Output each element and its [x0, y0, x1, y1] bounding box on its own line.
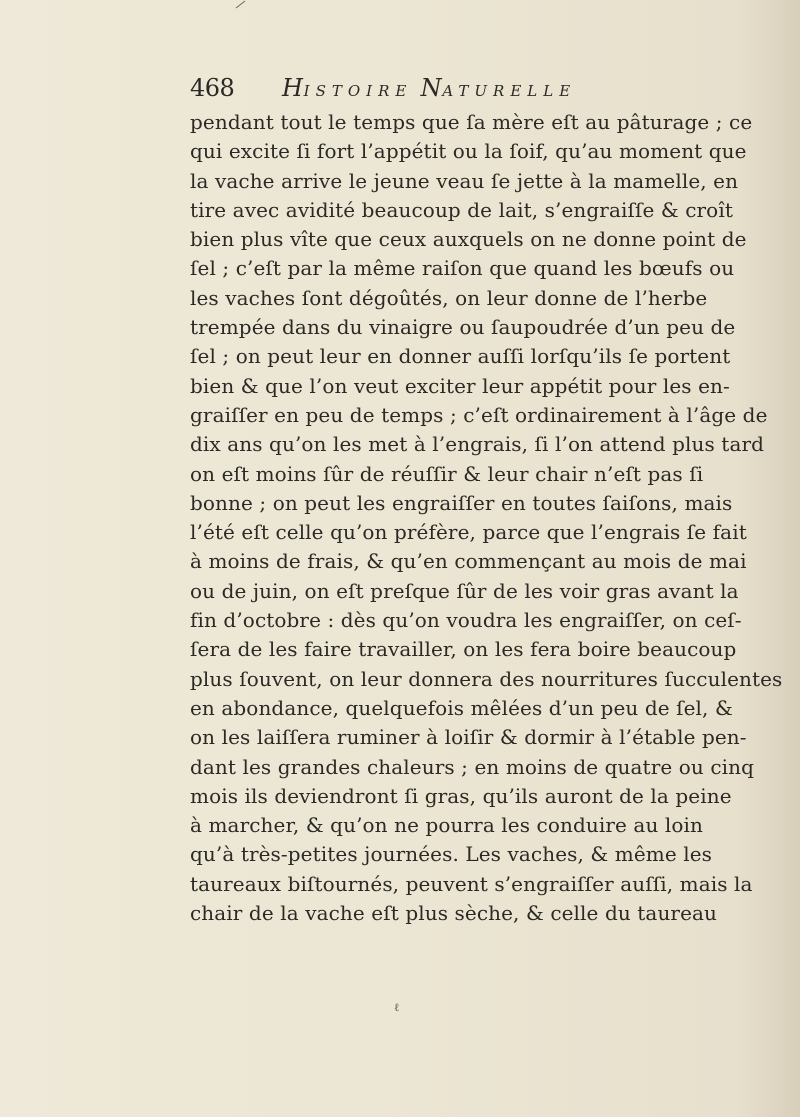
text-line: trempée dans du vinaigre ou ſaupoudrée d’un peu de: [190, 315, 736, 340]
ink-mark: [235, 0, 247, 10]
text-line: tire avec avidité beaucoup de lait, s’engraiſſe & croît: [190, 197, 733, 222]
text-line: plus ſouvent, on leur donnera des nourritures ſucculentes: [190, 666, 783, 691]
text-line: on les laiſſera ruminer à loiſir & dormir à l’étable pen-: [190, 725, 747, 750]
text-line: chair de la vache eſt plus sèche, & celle du taureau: [190, 901, 718, 926]
text-line: ſera de les faire travailler, on les fera boire beaucoup: [190, 637, 737, 662]
text-line: les vaches ſont dégoûtés, on leur donne de l’herbe: [190, 285, 708, 310]
text-line: l’été eſt celle qu’on préfère, parce que l’engrais ſe fait: [190, 520, 747, 545]
signature-mark: ℓ: [394, 1001, 400, 1014]
text-line: fin d’octobre : dès qu’on voudra les engraiſſer, on ceſ-: [190, 608, 742, 633]
text-line: graiſſer en peu de temps ; c’eſt ordinairement à l’âge de: [190, 402, 768, 427]
text-line: pendant tout le temps que ſa mère eſt au pâturage ; ce: [190, 110, 753, 134]
text-line: bien plus vîte que ceux auxquels on ne donne point de: [190, 227, 747, 252]
text-line: qui excite ſi fort l’appétit ou la ſoif, qu’au moment que: [190, 139, 747, 164]
text-line: mois ils deviendront ſi gras, qu’ils auront de la peine: [190, 783, 732, 808]
text-line: dant les grandes chaleurs ; en moins de quatre ou cinq: [190, 754, 755, 779]
text-line: ou de juin, on eſt preſque ſûr de les voir gras avant la: [190, 578, 739, 603]
text-line: la vache arrive le jeune veau ſe jette à la mamelle, en: [190, 168, 739, 193]
text-line: à marcher, & qu’on ne pourra les conduire au loin: [190, 813, 703, 838]
running-title-word-istoire: ISTOIRE: [303, 82, 413, 100]
running-title: [282, 74, 576, 105]
text-line: en abondance, quelquefois mêlées d’un peu de ſel, &: [190, 695, 733, 720]
text-line: qu’à très-petites journées. Les vaches, & même les: [190, 842, 713, 867]
page-number: 468: [190, 74, 235, 102]
running-title-initial-n: N: [420, 74, 443, 102]
text-line: à moins de frais, & qu’en commençant au mois de mai: [190, 549, 747, 574]
page-header: [190, 70, 630, 104]
text-line: taureaux biſtournés, peuvent s’engraiſſer auſſi, mais la: [190, 871, 753, 896]
text-line: on eſt moins ſûr de réuſſir & leur chair n’eſt pas ſi: [190, 461, 704, 486]
text-line: bonne ; on peut les engraiſſer en toutes ſaiſons, mais: [190, 490, 733, 515]
text-line: bien & que l’on veut exciter leur appétit pour les en-: [190, 373, 730, 398]
text-line: ſel ; c’eſt par la même raiſon que quand les bœufs ou: [190, 256, 735, 281]
running-title-word-aturelle: ATURELLE: [442, 82, 577, 100]
running-title-initial-h: H: [282, 74, 304, 102]
text-line: dix ans qu’on les met à l’engrais, ſi l’on attend plus tard: [190, 432, 765, 457]
body-text: [190, 108, 783, 928]
text-line: ſel ; on peut leur en donner auſſi lorſqu’ils ſe portent: [190, 344, 731, 369]
